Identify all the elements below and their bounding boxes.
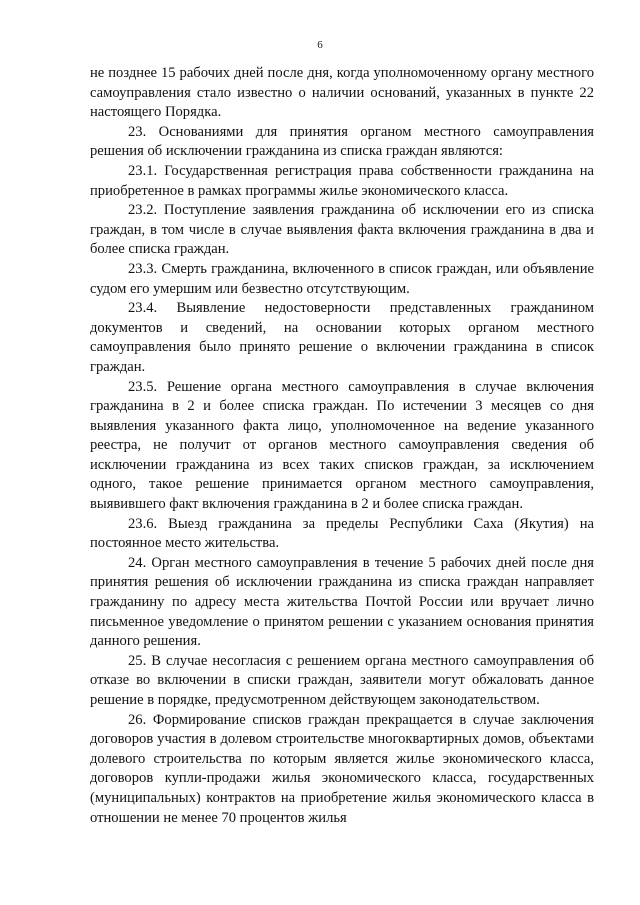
- paragraph-23-6: 23.6. Выезд гражданина за пределы Республики Саха (Якутия) на постоянное место жительства.: [90, 515, 594, 552]
- paragraph-23-1: 23.1. Государственная регистрация права собственности гражданина на приобретенное в рамках программы жилье экономического класса.: [90, 162, 594, 199]
- paragraph-23-3: 23.3. Смерть гражданина, включенного в список граждан, или объявление судом его умершим или безвестно отсутствующим.: [90, 260, 594, 297]
- document-body: [90, 64, 594, 828]
- paragraph-23-2: 23.2. Поступление заявления гражданина об исключении его из списка граждан, в том числе в случае выявления факта включения гражданина в два и более списка граждан.: [90, 202, 594, 258]
- paragraph-23-4: 23.4. Выявление недостоверности представленных гражданином документов и сведений, на основании которых органом местного самоуправления было принято решение о включении гражданина в список граждан.: [90, 300, 594, 375]
- paragraph-25: 25. В случае несогласия с решением органа местного самоуправления об отказе во включении в списки граждан, заявители могут обжаловать данное решение в порядке, предусмотренном действующем законодательством.: [90, 652, 594, 708]
- paragraph-24: 24. Орган местного самоуправления в течение 5 рабочих дней после дня принятия решения об исключении гражданина из списка граждан направляет гражданину по адресу места жительства Почтой России или вручает лично письменное уведомление о принятом решении с указанием основания принятия данного решения.: [90, 554, 594, 650]
- paragraph-26: 26. Формирование списков граждан прекращается в случае заключения договоров участия в долевом строительстве многоквартирных домов, объектами долевого строительства по которым является жилье экономического класса, договоров купли-продажи жилья экономического класса, государственных (муниципальных) контрактов на приобретение жилья экономического класса в отношении не менее 70 процентов жилья: [90, 711, 594, 826]
- paragraph-continuation: не позднее 15 рабочих дней после дня, когда уполномоченному органу местного самоуправления стало известно о наличии оснований, указанных в пункте 22 настоящего Порядка.: [90, 65, 594, 121]
- paragraph-23-5: 23.5. Решение органа местного самоуправления в случае включения гражданина в 2 и более списка граждан. По истечении 3 месяцев со дня выявления указанного факта лицо, уполномоченное на ведение указанного реестра, не получит от органов местного самоуправления сведения об исключении гражданина из всех таких списков граждан, за исключением одного, такое решение принимается органом местного самоуправления, выявившего факт включения гражданина в 2 и более списка граждан.: [90, 378, 594, 513]
- paragraph-23: 23. Основаниями для принятия органом местного самоуправления решения об исключении гражданина из списка граждан являются:: [90, 123, 594, 160]
- page-number: 6: [317, 39, 323, 51]
